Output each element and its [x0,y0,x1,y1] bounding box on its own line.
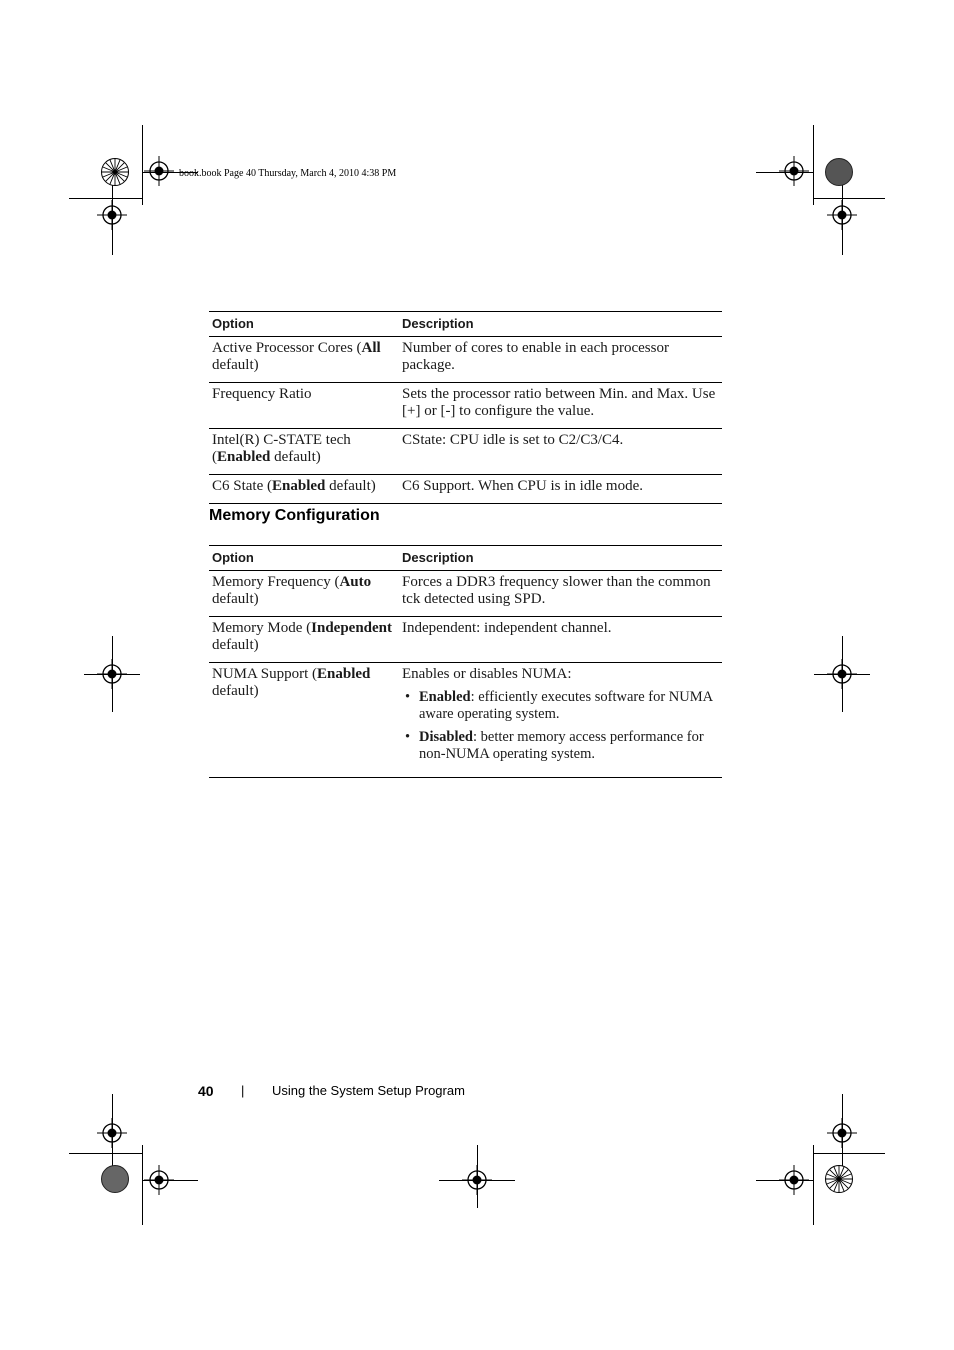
memory-options-table [209,545,722,778]
registration-target-icon [827,1118,857,1148]
registration-target-icon [827,200,857,230]
processor-options-table [209,311,722,504]
section-heading-memory-configuration: Memory Configuration [209,507,380,524]
option-cell: NUMA Support (Enabled default) [209,663,399,778]
table-row [209,475,722,504]
registration-target-icon [144,1165,174,1195]
table-row [209,383,722,429]
page-number: 40 [198,1083,214,1099]
description-cell: C6 Support. When CPU is in idle mode. [399,475,722,504]
column-header-option: Option [209,546,399,571]
description-cell [399,663,722,778]
starburst-mark-icon [101,158,129,186]
gray-disc-mark-icon [825,158,853,186]
registration-target-icon [827,659,857,689]
table-row [209,429,722,475]
table-row [209,337,722,383]
footer-chapter-title: Using the System Setup Program [272,1083,465,1098]
description-cell: Independent: independent channel. [399,617,722,663]
bullet-list [402,689,719,763]
table-header-row [209,312,722,337]
table-row [209,617,722,663]
footer-separator: | [241,1083,245,1098]
list-item: • Enabled: efficiently executes software for NUMA aware operating system. [419,689,719,723]
registration-target-icon [779,1165,809,1195]
registration-target-icon [97,1118,127,1148]
starburst-mark-icon [825,1165,853,1193]
description-cell: Sets the processor ratio between Min. and Max. Use [+] or [-] to configure the value. [399,383,722,429]
option-cell: Frequency Ratio [209,383,399,429]
description-text: Enables or disables NUMA: [402,666,572,682]
registration-target-icon [462,1165,492,1195]
table-row [209,663,722,778]
list-item: • Disabled: better memory access performance for non-NUMA operating system. [419,729,719,763]
option-cell: Memory Frequency (Auto default) [209,571,399,617]
description-cell: CState: CPU idle is set to C2/C3/C4. [399,429,722,475]
table-header-row [209,546,722,571]
registration-target-icon [144,156,174,186]
registration-target-icon [97,659,127,689]
print-slug: book.book Page 40 Thursday, March 4, 2010 4:38 PM [179,168,397,179]
option-cell: C6 State (Enabled default) [209,475,399,504]
description-cell: Number of cores to enable in each processor package. [399,337,722,383]
option-cell: Active Processor Cores (All default) [209,337,399,383]
table-row [209,571,722,617]
registration-target-icon [779,156,809,186]
column-header-description: Description [399,312,722,337]
gray-disc-mark-icon [101,1165,129,1193]
registration-target-icon [97,200,127,230]
column-header-description: Description [399,546,722,571]
column-header-option: Option [209,312,399,337]
description-cell: Forces a DDR3 frequency slower than the common tck detected using SPD. [399,571,722,617]
option-cell: Memory Mode (Independent default) [209,617,399,663]
option-cell: Intel(R) C-STATE tech (Enabled default) [209,429,399,475]
